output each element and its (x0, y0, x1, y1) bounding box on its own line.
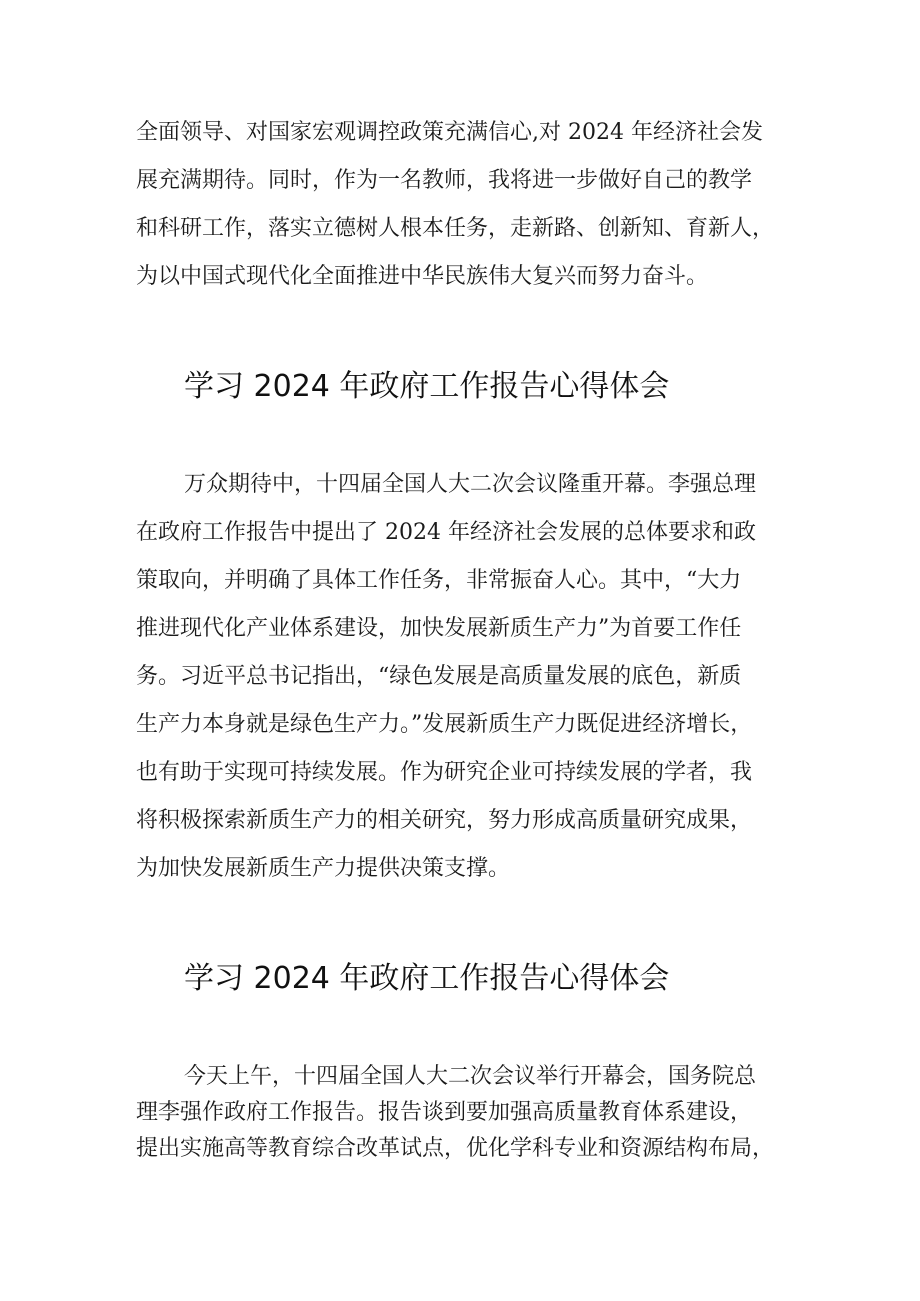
paragraph-line: 策取向，并明确了具体工作任务，非常振奋人心。其中，“大力 (136, 568, 742, 593)
paragraph-line: 万众期待中，十四届全国人大二次会议隆重开幕。李强总理 (184, 472, 757, 497)
paragraph-line: 今天上午，十四届全国人大二次会议举行开幕会，国务院总 (184, 1064, 757, 1089)
paragraph-line: 为加快发展新质生产力提供决策支撑。 (136, 856, 511, 881)
paragraph-line: 将积极探索新质生产力的相关研究，努力形成高质量研究成果， (136, 808, 753, 833)
paragraph-line: 在政府工作报告中提出了 2024 年经济社会发展的总体要求和政 (136, 520, 756, 545)
paragraph-line: 务。习近平总书记指出，“绿色发展是高质量发展的底色，新质 (136, 664, 742, 689)
paragraph-line: 全面领导、对国家宏观调控政策充满信心,对 2024 年经济社会发 (136, 120, 763, 145)
paragraph-line: 也有助于实现可持续发展。作为研究企业可持续发展的学者，我 (136, 760, 753, 785)
section-2-title: 学习 2024 年政府工作报告心得体会 (184, 961, 670, 996)
paragraph-line: 理李强作政府工作报告。报告谈到要加强高质量教育体系建设， (136, 1100, 753, 1125)
paragraph-line: 生产力本身就是绿色生产力。”发展新质生产力既促进经济增长， (136, 712, 753, 737)
section-1-title: 学习 2024 年政府工作报告心得体会 (184, 369, 670, 404)
paragraph-line: 展充满期待。同时，作为一名教师，我将进一步做好自己的教学 (136, 168, 753, 193)
paragraph-line: 推进现代化产业体系建设，加快发展新质生产力”为首要工作任 (136, 616, 742, 641)
paragraph-line: 提出实施高等教育综合改革试点，优化学科专业和资源结构布局， (136, 1136, 775, 1161)
paragraph-line: 和科研工作，落实立德树人根本任务，走新路、创新知、育新人， (136, 216, 775, 241)
paragraph-line: 为以中国式现代化全面推进中华民族伟大复兴而努力奋斗。 (136, 264, 709, 289)
